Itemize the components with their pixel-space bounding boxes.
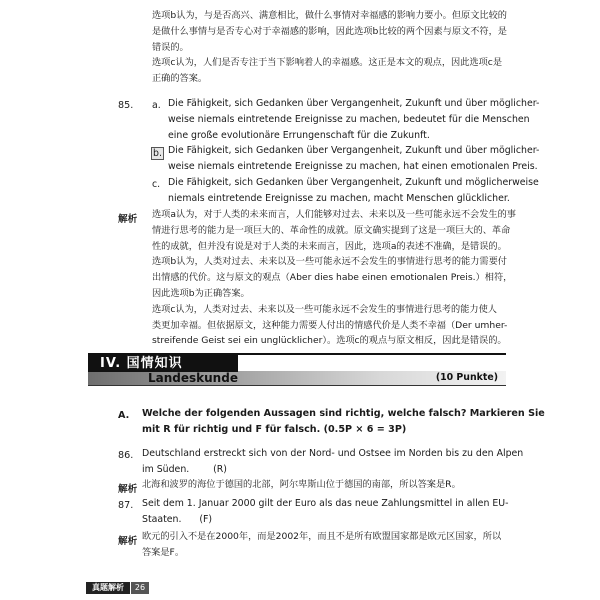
option-c-letter: c. — [152, 179, 161, 190]
text-line: 错误的。 — [152, 41, 189, 53]
text-line: 答案是F。 — [142, 546, 185, 558]
section-title: IV. 国情知识 — [88, 355, 238, 372]
text-line: 选项c认为，人们是否专注于当下影响着人的幸福感。这正是本文的观点，因此选项c是 — [152, 57, 503, 69]
text-line: 选项b认为，人类对过去、未来以及一些可能永远不会发生的事情进行思考的能力需要付 — [152, 256, 507, 268]
question-87-statement — [142, 496, 509, 528]
section-bottom-rule — [88, 385, 506, 386]
text-line: 性的成就，但并没有说是对于人类的未来而言，因此，选项a的表述不准确，是错误的。 — [152, 240, 507, 252]
intro-explanation — [152, 8, 512, 87]
section-points: (10 Punkte) — [435, 372, 498, 383]
text-line: 情进行思考的能力是一项巨大的、革命性的成就。原文确实提到了这是一项巨大的、革命 — [152, 224, 511, 236]
text-line: Die Fähigkeit, sich Gedanken über Vergangenheit, Zukunft und über möglicher- — [168, 145, 540, 156]
page-number: 26 — [131, 582, 149, 594]
text-line: eine große evolutionäre Errungenschaft für die Zukunft. — [168, 129, 430, 141]
analysis-label: 解析 — [118, 214, 138, 225]
question-85-option-b — [168, 143, 539, 175]
question-85-analysis — [152, 207, 516, 349]
question-86-statement — [142, 446, 523, 478]
text-line: Welche der folgenden Aussagen sind richtig, welche falsch? Markieren Sie — [142, 408, 545, 419]
text-line: mit R für richtig und F für falsch. (0.5P × 6 = 3P) — [142, 423, 407, 435]
text-line: 因此选项b为正确答案。 — [152, 287, 250, 299]
option-b-letter-marked: b. — [153, 148, 162, 159]
option-a-letter: a. — [152, 100, 161, 111]
question-86-number: 86. — [118, 450, 134, 461]
part-a-instructions — [142, 406, 545, 438]
question-87-number: 87. — [118, 500, 134, 511]
analysis-label: 解析 — [118, 484, 138, 495]
question-85-option-a — [168, 96, 539, 143]
text-line: 正确的答案。 — [152, 73, 208, 85]
text-line: 选项c认为，人类对过去、未来以及一些可能永远不会发生的事情进行思考的能力使人 — [152, 303, 497, 315]
text-line: weise niemals eintretende Ereignisse zu machen, bedeutet für die Menschen — [168, 113, 530, 125]
text-line: 类更加幸福。但依据原文，这种能力需要人付出的情感代价是人类不幸福（Der umher- — [152, 319, 508, 331]
text-line: 出情感的代价。这与原文的观点（Aber dies habe einen emotionalen Preis.）相符， — [152, 272, 513, 284]
text-line: niemals eintretende Ereignisse zu machen, macht Menschen glücklicher. — [168, 192, 510, 204]
text-line: 是做什么事情与是否专心对于幸福感的影响，因此选项b比较的两个因素与原文不符，是 — [152, 25, 507, 37]
question-85-option-c — [168, 175, 539, 207]
question-85-number: 85. — [118, 100, 134, 111]
text-line: 欧元的引入不是在2000年，而是2002年，而且不是所有欧盟国家都是欧元区国家，所以 — [142, 531, 502, 542]
text-line: Staaten. (F) — [142, 513, 213, 525]
text-line: 选项a认为，对于人类的未来而言，人们能够对过去、未来以及一些可能永远不会发生的事 — [152, 209, 516, 220]
part-a-letter: A. — [118, 410, 130, 421]
text-line: 北海和波罗的海位于德国的北部，阿尔卑斯山位于德国的南部，所以答案是R。 — [142, 479, 461, 490]
text-line: streifende Geist sei ein unglücklicher）。选项c的观点与原文相反，因此是错误的。 — [152, 335, 507, 347]
text-line: weise niemals eintretende Ereignisse zu machen, hat einen emotionalen Preis. — [168, 160, 538, 172]
question-86-analysis — [142, 477, 461, 493]
text-line: Die Fähigkeit, sich Gedanken über Vergangenheit, Zukunft und über möglicher- — [168, 98, 540, 109]
footer-section-label: 真题解析 — [86, 582, 130, 594]
text-line: Seit dem 1. Januar 2000 gilt der Euro als das neue Zahlungsmittel in allen EU- — [142, 498, 509, 509]
text-line: im Süden. (R) — [142, 463, 227, 475]
text-line: 选项b认为，与是否高兴、满意相比，做什么事情对幸福感的影响力要小。但原文比较的 — [152, 10, 507, 21]
analysis-label: 解析 — [118, 536, 138, 547]
text-line: Deutschland erstreckt sich von der Nord- und Ostsee im Norden bis zu den Alpen — [142, 448, 524, 459]
section-subtitle: Landeskunde — [148, 371, 238, 385]
text-line: Die Fähigkeit, sich Gedanken über Vergangenheit, Zukunft und möglicherweise — [168, 177, 539, 188]
question-87-analysis — [142, 529, 501, 561]
